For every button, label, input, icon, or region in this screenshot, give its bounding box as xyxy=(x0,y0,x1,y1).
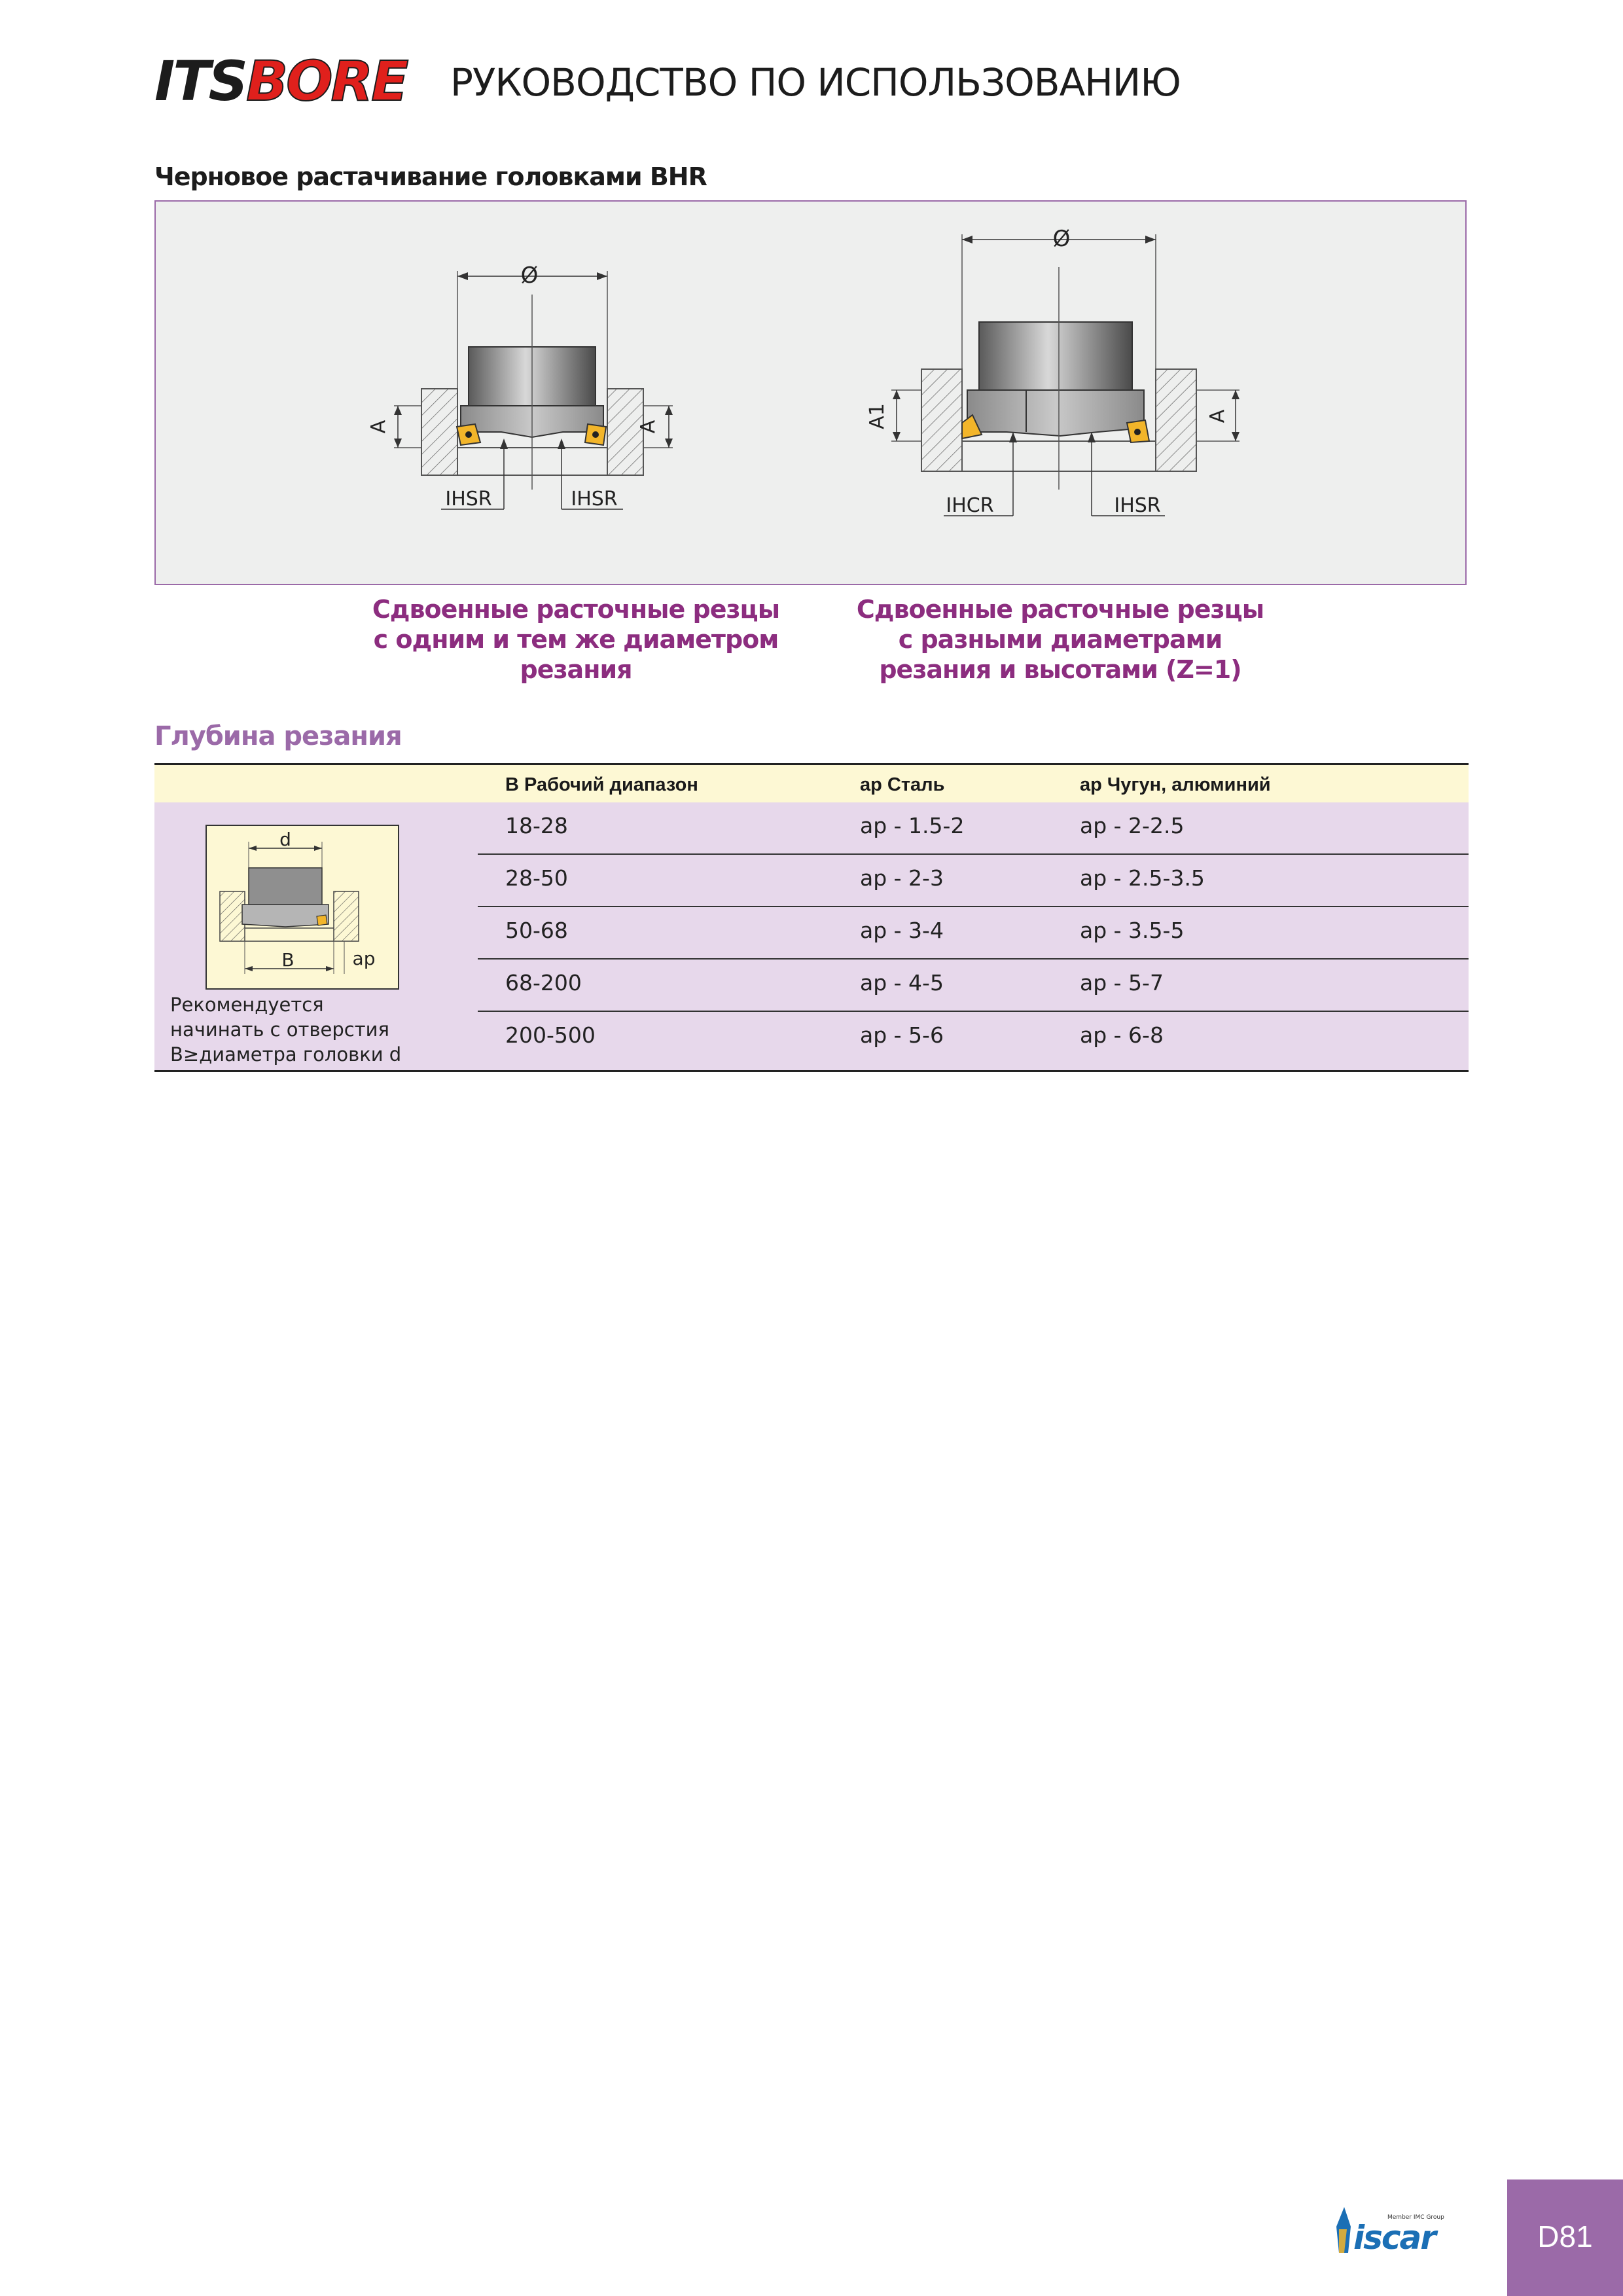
cell-cast-iron: ap - 2-2.5 xyxy=(1080,813,1185,838)
depth-illustration xyxy=(205,825,399,990)
caption-right-line-3: резания и высотами (Z=1) xyxy=(879,655,1241,684)
cell-cast-iron: ap - 3.5-5 xyxy=(1080,918,1185,943)
table-row xyxy=(478,855,1469,907)
diagram-right xyxy=(866,226,1240,517)
cell-cast-iron: ap - 2.5-3.5 xyxy=(1080,865,1205,891)
logo-its: ITS xyxy=(154,49,247,113)
boring-diagrams xyxy=(156,202,1468,586)
caption-left-line-1: Сдвоенные расточные резцы xyxy=(372,595,780,624)
cell-range: 28-50 xyxy=(505,865,568,891)
right-dim-a1: A1 xyxy=(866,403,889,429)
table-row xyxy=(478,802,1469,855)
itsbore-logo xyxy=(154,49,407,113)
cell-steel: ap - 4-5 xyxy=(860,970,944,996)
cell-steel: ap - 3-4 xyxy=(860,918,944,943)
table-row xyxy=(478,960,1469,1012)
left-dim-a-right: A xyxy=(637,420,660,434)
illus-label-b: B xyxy=(281,949,294,971)
iscar-wordmark: iscar xyxy=(1353,2219,1435,2257)
iscar-logo-graphic xyxy=(1335,2200,1472,2259)
column-header-range: B Рабочий диапазон xyxy=(505,774,698,795)
right-dim-a: A xyxy=(1206,409,1229,423)
table-row xyxy=(478,1012,1469,1064)
left-dim-a-left: A xyxy=(367,420,390,434)
page-number: D81 xyxy=(1537,2219,1593,2253)
diagram-panel xyxy=(154,200,1467,585)
table-row xyxy=(478,907,1469,960)
table-body xyxy=(154,802,1469,1072)
section-title-rough-boring: Черновое растачивание головками BHR xyxy=(154,162,707,191)
note-line-3: B≥диаметра головки d xyxy=(170,1043,402,1066)
table-header xyxy=(154,763,1469,802)
cell-range: 50-68 xyxy=(505,918,568,943)
diagram-left xyxy=(367,262,673,511)
right-label-ihsr: IHSR xyxy=(1114,494,1161,517)
cell-range: 200-500 xyxy=(505,1022,596,1048)
cell-cast-iron: ap - 6-8 xyxy=(1080,1022,1164,1048)
left-label-ihsr-2: IHSR xyxy=(571,488,618,511)
iscar-logo xyxy=(1335,2200,1472,2259)
left-diameter-label: Ø xyxy=(520,262,539,289)
note-line-2: начинать с отверстия xyxy=(170,1018,389,1041)
cell-steel: ap - 2-3 xyxy=(860,865,944,891)
iscar-group-text: Member IMC Group xyxy=(1387,2214,1444,2221)
cell-steel: ap - 5-6 xyxy=(860,1022,944,1048)
cell-range: 18-28 xyxy=(505,813,568,838)
column-header-cast-iron: ap Чугун, алюминий xyxy=(1080,774,1271,795)
right-diameter-label: Ø xyxy=(1052,226,1071,252)
depth-illustration-drawing xyxy=(207,826,398,988)
recommendation-note xyxy=(170,992,401,1067)
cell-range: 68-200 xyxy=(505,970,582,996)
illus-label-d: d xyxy=(279,829,291,850)
caption-left-line-2: с одним и тем же диаметром резания xyxy=(373,625,779,684)
caption-right-line-2: с разными диаметрами xyxy=(898,625,1222,654)
right-label-ihcr: IHCR xyxy=(946,494,994,517)
cell-steel: ap - 1.5-2 xyxy=(860,813,965,838)
note-line-1: Рекомендуется xyxy=(170,994,324,1016)
caption-right-line-1: Сдвоенные расточные резцы xyxy=(856,595,1264,624)
left-label-ihsr-1: IHSR xyxy=(445,488,492,511)
column-header-steel: ap Сталь xyxy=(860,774,945,795)
section-title-cutting-depth: Глубина резания xyxy=(154,721,402,751)
document-title: РУКОВОДСТВО ПО ИСПОЛЬЗОВАНИЮ xyxy=(450,60,1181,105)
caption-different-diameters xyxy=(818,594,1302,685)
illus-label-ap: ap xyxy=(352,948,376,969)
logo-bore: BORE xyxy=(246,49,407,113)
caption-same-diameter xyxy=(314,594,838,685)
cell-cast-iron: ap - 5-7 xyxy=(1080,970,1164,996)
page-number-tab xyxy=(1507,2179,1623,2296)
